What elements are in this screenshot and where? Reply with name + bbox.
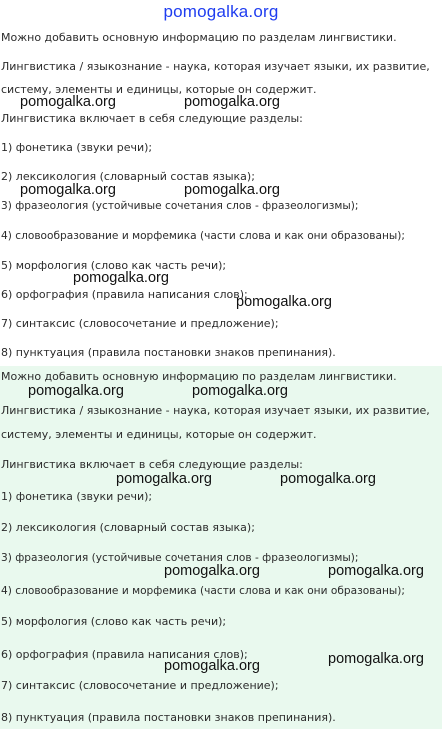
watermark: pomogalka.org xyxy=(328,651,424,667)
watermark: pomogalka.org xyxy=(192,383,288,399)
top-definition-line-2: систему, элементы и единицы, которые он содержит. xyxy=(1,83,317,96)
top-item-1: 1) фонетика (звуки речи); xyxy=(1,141,153,154)
header-watermark: pomogalka.org xyxy=(163,2,279,21)
top-item-7: 7) синтаксис (словосочетание и предложение); xyxy=(1,317,279,330)
top-item-6: 6) орфография (правила написания слов); xyxy=(1,288,248,301)
watermark: pomogalka.org xyxy=(184,182,280,198)
watermark: pomogalka.org xyxy=(236,294,332,310)
top-item-4: 4) словообразование и морфемика (части слова и как они образованы); xyxy=(1,230,405,242)
top-item-3: 3) фразеология (устойчивые сочетания слов - фразеологизмы); xyxy=(1,200,359,212)
top-sections-title: Лингвистика включает в себя следующие разделы: xyxy=(1,112,303,125)
top-item-5: 5) морфология (слово как часть речи); xyxy=(1,259,227,272)
top-definition-line-1: Лингвистика / языкознание - наука, которая изучает языки, их развитие, xyxy=(1,60,430,73)
top-item-2: 2) лексикология (словарный состав языка); xyxy=(1,170,255,183)
bottom-item-2: 2) лексикология (словарный состав языка); xyxy=(1,521,255,534)
watermark: pomogalka.org xyxy=(164,658,260,674)
watermark: pomogalka.org xyxy=(116,471,212,487)
bottom-item-5: 5) морфология (слово как часть речи); xyxy=(1,615,227,628)
bottom-item-6: 6) орфография (правила написания слов); xyxy=(1,648,248,661)
bottom-item-1: 1) фонетика (звуки речи); xyxy=(1,490,153,503)
watermark: pomogalka.org xyxy=(73,270,169,286)
bottom-item-7: 7) синтаксис (словосочетание и предложение); xyxy=(1,679,279,692)
watermark: pomogalka.org xyxy=(28,383,124,399)
watermark: pomogalka.org xyxy=(20,94,116,110)
watermark: pomogalka.org xyxy=(328,563,424,579)
bottom-sections-title: Лингвистика включает в себя следующие разделы: xyxy=(1,458,303,471)
top-item-8: 8) пунктуация (правила постановки знаков препинания). xyxy=(1,346,336,359)
watermark: pomogalka.org xyxy=(20,182,116,198)
top-intro: Можно добавить основную информацию по разделам лингвистики. xyxy=(1,31,397,44)
watermark: pomogalka.org xyxy=(184,94,280,110)
watermark: pomogalka.org xyxy=(164,563,260,579)
watermark: pomogalka.org xyxy=(280,471,376,487)
bottom-intro: Можно добавить основную информацию по разделам лингвистики. xyxy=(1,370,397,383)
bottom-text-block xyxy=(0,366,442,729)
bottom-definition-line-2: систему, элементы и единицы, которые он содержит. xyxy=(1,428,317,441)
bottom-item-3: 3) фразеология (устойчивые сочетания слов - фразеологизмы); xyxy=(1,552,359,564)
bottom-definition-line-1: Лингвистика / языкознание - наука, которая изучает языки, их развитие, xyxy=(1,404,430,417)
bottom-item-4: 4) словообразование и морфемика (части слова и как они образованы); xyxy=(1,585,405,597)
bottom-item-8: 8) пунктуация (правила постановки знаков препинания). xyxy=(1,711,336,724)
